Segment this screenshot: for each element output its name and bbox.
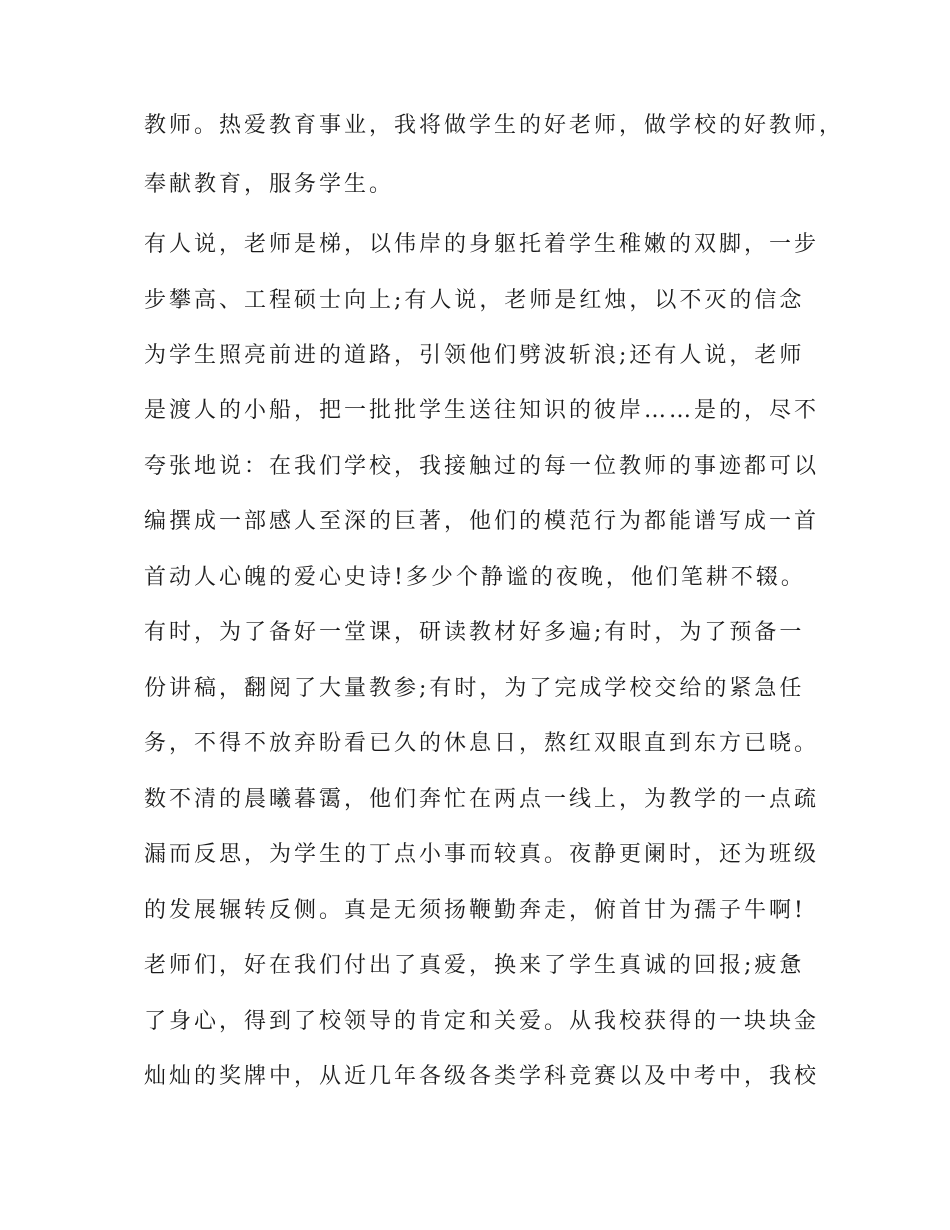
text-line: 份讲稿，翻阅了大量教参;有时，为了完成学校交给的紧急任 [144, 676, 805, 701]
text-line: 有人说，老师是梯，以伟岸的身躯托着学生稚嫩的双脚，一步 [144, 232, 820, 257]
text-line: 教师。热爱教育事业，我将做学生的好老师，做学校的好教师， [144, 113, 845, 138]
text-line: 的发展辗转反侧。真是无须扬鞭勤奔走，俯首甘为孺子牛啊! [144, 898, 806, 923]
text-line: 了身心，得到了校领导的肯定和关爱。从我校获得的一块块金 [144, 1009, 820, 1034]
text-line: 数不清的晨曦暮霭，他们奔忙在两点一线上，为教学的一点疏 [144, 787, 820, 812]
text-line: 奉献教育，服务学生。 [144, 172, 395, 197]
text-line: 老师们，好在我们付出了真爱，换来了学生真诚的回报;疲惫 [144, 953, 805, 978]
text-line: 是渡人的小船，把一批批学生送往知识的彼岸……是的，尽不 [144, 398, 820, 423]
text-line: 漏而反思，为学生的丁点小事而较真。夜静更阑时，还为班级 [144, 842, 820, 867]
text-line: 编撰成一部感人至深的巨著，他们的模范行为都能谱写成一首 [144, 509, 820, 534]
text-line: 首动人心魄的爱心史诗!多少个静谧的夜晚，他们笔耕不辍。 [144, 565, 806, 590]
text-line: 灿灿的奖牌中，从近几年各级各类学科竞赛以及中考中，我校 [144, 1064, 820, 1089]
text-line: 有时，为了备好一堂课，研读教材好多遍;有时，为了预备一 [144, 620, 805, 645]
text-line: 为学生照亮前进的道路，引领他们劈波斩浪;还有人说，老师 [144, 343, 805, 368]
text-line: 夸张地说：在我们学校，我接触过的每一位教师的事迹都可以 [144, 454, 820, 479]
text-line: 务，不得不放弃盼看已久的休息日，熬红双眼直到东方已晓。 [144, 731, 820, 756]
text-line: 步攀高、工程硕士向上;有人说，老师是红烛，以不灭的信念 [144, 288, 805, 313]
